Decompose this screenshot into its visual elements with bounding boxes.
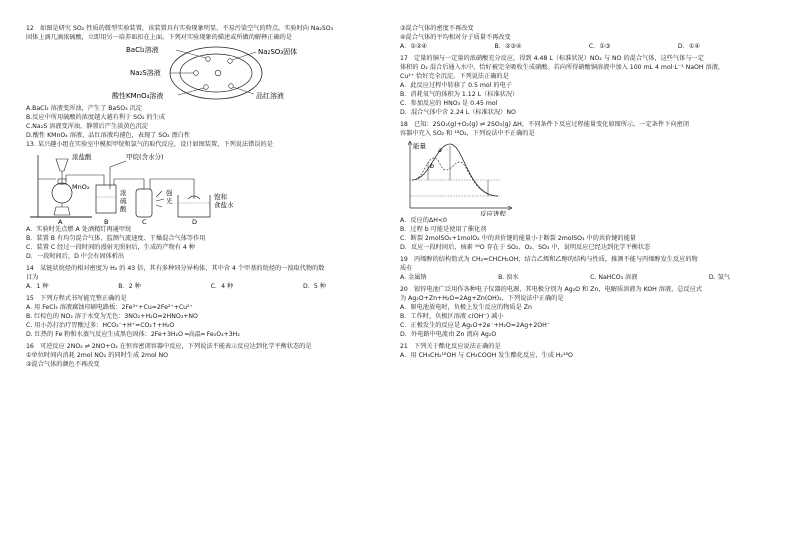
q15-option-c[interactable]: C. 用小苏打治疗胃酸过多：HCO₃⁻+H⁺=CO₂↑+H₂O [26, 322, 175, 329]
drop-kmno4 [204, 85, 209, 90]
q17-option-c[interactable]: C．参加反应的 HNO₃ 是 0.45 mol [400, 100, 498, 107]
q16-item-2: ②混合气体的颜色不再改变 [26, 361, 100, 368]
question-13 [26, 140, 392, 261]
q12-option-b[interactable]: B.反应中所用硫酸的浓度越大越有利于 SO₂ 的生成 [26, 114, 165, 121]
q20-option-b[interactable]: B．工作时，负极区溶液 c(OH⁻) 减小 [400, 313, 504, 320]
q16-item-3: ③混合气体的密度不再改变 [400, 25, 474, 32]
q13-option-c[interactable]: C．装置 C 经过一段时间的漫射光照射后，生成的产物有 4 种 [26, 244, 195, 251]
q17-option-d[interactable]: D．混合气体中含 2.24 L（标准状况）NO [400, 109, 516, 116]
q17-stem-line1: 17 定量的铜与一定量的浓硝酸充分反应，得到 4.48 L（标准状况）NO₂ 与 NO 的混合气体，这些气体与一定 [400, 55, 704, 62]
q20-option-d[interactable]: D．外电路中电流由 Zn 流向 Ag₂O [400, 331, 497, 338]
graph-xlabel: 反应进程 [480, 210, 506, 216]
label-nongliusuan-3: 酸 [120, 205, 127, 213]
q20-option-a[interactable]: A．原电池放电时，负极上发生反应的物质是 Zn [400, 304, 532, 311]
q14-stem-line2: 目为 [26, 274, 39, 281]
label-qiangguang-2: 光 [166, 197, 173, 205]
q12-petri-dish-figure [26, 42, 392, 104]
curve-a-label: a [438, 146, 442, 154]
question-15 [26, 294, 392, 339]
bottle-b [96, 185, 116, 213]
q19-options [400, 273, 730, 282]
label-b: B [104, 218, 109, 225]
q12-option-a[interactable]: A.BaCl₂ 溶液变浑浊，产生了 BaSO₃ 沉淀 [26, 105, 142, 112]
question-18 [400, 120, 772, 252]
question-20 [400, 285, 772, 339]
curve-b [412, 158, 498, 196]
right-column [400, 24, 772, 360]
q12-stem-line2: 固体上滴几滴浓硫酸，立即用另一培养皿扣在上面。下列对实验现象的描述或所做的解释正确的是 [26, 34, 293, 41]
q19-stem-line1: 19 丙烯醇的结构简式为 CH₂=CHCH₂OH，结合乙烯和乙醇的结构与性质，推测不能与丙烯醇发生反应的物 [400, 256, 698, 263]
q15-option-a[interactable]: A. 用 FeCl₃ 溶液腐蚀印刷电路板：2Fe³⁺+Cu=2Fe²⁺+Cu²⁺ [26, 304, 193, 311]
curve-a [412, 144, 498, 196]
energy-profile-graph [400, 138, 772, 216]
methane-chlorine-apparatus [26, 149, 392, 225]
graph-ylabel: 能量 [413, 142, 426, 150]
q13-option-a[interactable]: A．实验时先点燃 A 处酒精灯再通甲烷 [26, 226, 132, 233]
tube-c [136, 189, 152, 217]
q18-option-d[interactable]: D．反应一段时间后，核素 ¹⁸O 存在于 SO₂、O₂、SO₃ 中，说明反应已经达到化学平衡状态 [400, 244, 651, 251]
q17-option-a[interactable]: A．此反应过程中转移了 0.5 mol 的电子 [400, 82, 512, 89]
q17-option-b[interactable]: B．消耗氧气的体积为 1.12 L（标准状况） [400, 91, 519, 98]
leader-na2so3 [232, 52, 256, 60]
q19-stem-line2: 质有 [400, 265, 413, 272]
q16-item-4: ④混合气体的平均相对分子质量不再改变 [400, 34, 511, 41]
label-baohe: 饱和 [214, 193, 227, 201]
label-nongyansuan: 浓盐酸 [72, 153, 92, 161]
q16-item-1: ①单位时间内消耗 2mol NO₂ 的同时生成 2mol NO [26, 352, 169, 359]
question-19 [400, 255, 772, 282]
q15-option-d[interactable]: D. 红热的 Fe 粉和水蒸气反应生成黑色固体：2Fe+3H₂O ═高温═ Fe₂O₃+3H₂ [26, 331, 240, 338]
q18-option-c[interactable]: C．断裂 2molSO₂+1molO₂ 中的共价键的能量小于断裂 2molSO₃ 中的共价键的能量 [400, 235, 636, 242]
dropping-funnel [56, 159, 68, 171]
q15-stem: 15 下列方程式书写能完整正确的是 [26, 295, 127, 302]
q12-option-c[interactable]: C.Na₂S 溶液变浑浊，静置后产生淡黄色沉淀 [26, 123, 149, 130]
q19-option-a[interactable]: A. 金属钠 [400, 274, 427, 281]
flask-a [52, 183, 72, 203]
q13-option-b[interactable]: B．装置 B 有均匀混合气体、监测气流速度、干燥混合气体等作用 [26, 235, 206, 242]
label-a: A [58, 218, 63, 225]
label-nongliusuan-2: 硫 [120, 197, 127, 205]
q14-options [26, 282, 326, 291]
label-bacl2: BaCl₂溶液 [126, 46, 159, 54]
question-14 [26, 264, 392, 291]
q14-option-a[interactable]: A．1 种 [26, 283, 49, 290]
drop-pinhong [229, 84, 234, 89]
q16-stem: 16 可逆反应 2NO₂ ⇌ 2NO+O₂ 在恒容密闭容器中反应，下列说法不能表示反应达到化学平衡状态的是 [26, 343, 312, 350]
label-jiawan: 甲烷(含水分) [126, 153, 164, 161]
leader-pinhong [233, 87, 254, 94]
q14-stem-line1: 14 某链状烷烃的相对密度为 H₂ 的 43 倍，其有多种同分异构体，其中含 4 个甲基的烷烃的一溴取代物的数 [26, 265, 325, 272]
left-column [26, 24, 392, 369]
label-mno2: MnO₂ [72, 183, 90, 191]
label-pinhong: 品红溶液 [256, 92, 284, 100]
drop-na2s [194, 71, 199, 76]
question-21 [400, 342, 772, 360]
drop-bacl2 [206, 57, 211, 62]
q14-option-b[interactable]: B．2 种 [118, 283, 141, 290]
q16-option-a[interactable]: A．①②④ [400, 43, 428, 50]
q13-option-d[interactable]: D．一段时间后，D 中会有固体析出 [26, 253, 125, 260]
q18-energy-graph-figure [400, 138, 772, 216]
q21-option-a[interactable]: A．用 CH₃CH₂¹⁸OH 与 CH₃COOH 发生酯化反应，生成 H₂¹⁸O [400, 352, 573, 359]
q16-option-d[interactable]: D．①④ [677, 43, 700, 50]
curve-b-label: b [430, 162, 435, 170]
label-shiyanshui: 食盐水 [214, 201, 234, 209]
question-16 [26, 342, 392, 369]
label-kmno4: 酸性KMnO₄溶液 [112, 92, 164, 100]
drop-na2so3 [228, 59, 233, 64]
question-17 [400, 54, 772, 117]
q13-stem: 13. 某兴趣小组在实验室中模拟甲烷和氯气的取代反应，设计如图装置，下列说法错误的是 [26, 141, 273, 148]
q16-option-b[interactable]: B．②③④ [494, 43, 522, 50]
drop-center [215, 70, 221, 76]
q18-option-a[interactable]: A．反应的ΔH<0 [400, 217, 447, 224]
leader-kmno4 [178, 88, 204, 95]
label-nongliusuan-1: 浓 [120, 189, 127, 197]
label-qiangguang-1: 强 [166, 189, 173, 197]
q17-stem-line2: 体积的 O₂ 混合后通入水中，恰好被完全吸收生成硝酸。若向所得硝酸铜溶液中加入 100 mL 4 mol·L⁻¹ NaOH 溶液， [400, 64, 725, 71]
q14-option-c[interactable]: C．4 种 [210, 283, 234, 290]
q14-option-d[interactable]: D．5 种 [302, 283, 326, 290]
q18-stem-line2: 容器中充入 SO₂ 和 ¹⁸O₂，下列说法中不正确的是 [400, 130, 535, 137]
q12-option-d[interactable]: D.酸性 KMnO₄ 溶液、品红溶液均褪色，表现了 SO₂ 漂白性 [26, 132, 191, 139]
petri-dish-diagram [26, 42, 392, 104]
q19-option-c[interactable]: C. NaHCO₃ 溶液 [590, 274, 638, 281]
q20-stem-line2: 为 Ag₂O+Zn+H₂O=2Ag+Zn(OH)₂，下列说法中正确的是 [400, 295, 564, 302]
q20-stem-line1: 20 银锌电池广泛用作各种电子仪器的电源，其电极分别为 Ag₂O 和 Zn，电解质溶液为 KOH 溶液，总反应式 [400, 286, 703, 293]
alcohol-lamp [54, 207, 70, 215]
q15-option-b[interactable]: B. 红棕色的 NO₂ 溶于水变为无色：3NO₂+H₂O=2HNO₃+NO [26, 313, 198, 320]
q19-option-d[interactable]: D. 氢气 [708, 274, 730, 281]
q18-option-b[interactable]: B．过程 b 可能是使用了催化剂 [400, 226, 487, 233]
q17-stem-line3: Cu²⁺ 恰好完全沉淀。下列说法正确的是 [400, 73, 509, 80]
label-c: C [142, 218, 147, 225]
label-na2so3: Na₂SO₃固体 [258, 48, 298, 56]
q13-apparatus-figure [26, 149, 392, 225]
q12-stem-line1: 12 如图是研究 SO₂ 性质的微型实验装置，该装置具有实验现象明显，不易污染空气的特点。实验时向 Na₂SO₃ [26, 25, 334, 32]
question-12 [26, 24, 392, 140]
q21-stem: 21 下列关于酯化反应说法正确的是 [400, 343, 501, 350]
label-d: D [192, 218, 198, 225]
q20-option-c[interactable]: C．正极发生的反应是 Ag₂O+2e⁻+H₂O=2Ag+2OH⁻ [400, 322, 551, 329]
q16-option-c[interactable]: C．①③ [588, 43, 611, 50]
q18-stem-line1: 18 已知：2SO₂(g)+O₂(g) ⇌ 2SO₃(g) ΔH，不同条件下反应过程能量变化如图所示。一定条件下向密闭 [400, 121, 689, 128]
q16-options [400, 42, 700, 51]
q19-option-b[interactable]: B. 溴水 [498, 274, 519, 281]
label-na2s: Na₂S溶液 [130, 69, 161, 77]
question-16-cont [400, 24, 772, 51]
